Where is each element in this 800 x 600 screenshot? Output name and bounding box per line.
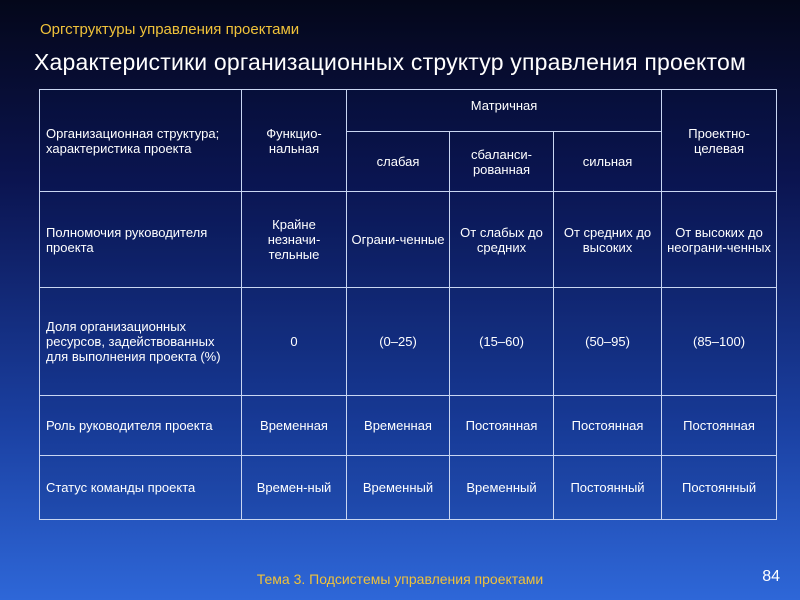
cell-balanced: Постоянная	[450, 396, 554, 456]
project-header: Проектно-целевая	[662, 90, 777, 192]
cell-balanced: От слабых до средних	[450, 192, 554, 288]
table-row	[40, 192, 777, 288]
cell-functional: Крайне незначи-тельные	[242, 192, 347, 288]
cell-project: Постоянный	[662, 456, 777, 520]
cell-project: (85–100)	[662, 288, 777, 396]
section-title: Оргструктуры управления проектами	[40, 21, 300, 38]
cell-balanced: Временный	[450, 456, 554, 520]
cell-balanced: (15–60)	[450, 288, 554, 396]
row-label: Статус команды проекта	[40, 456, 242, 520]
header-row	[40, 90, 777, 132]
cell-project: От высоких до неограни-ченных	[662, 192, 777, 288]
footer-text: Тема 3. Подсистемы управления проектами	[256, 571, 544, 587]
matrix-header: Матричная	[347, 90, 662, 132]
row-label: Полномочия руководителя проекта	[40, 192, 242, 288]
cell-strong: (50–95)	[554, 288, 662, 396]
cell-functional: 0	[242, 288, 347, 396]
row-label: Роль руководителя проекта	[40, 396, 242, 456]
cell-weak: Временный	[347, 456, 450, 520]
matrix-weak-header: слабая	[347, 132, 450, 192]
corner-header: Организационная структура; характеристика проекта	[40, 90, 242, 192]
page-number: 84	[762, 568, 780, 585]
cell-strong: Постоянная	[554, 396, 662, 456]
table-row	[40, 456, 777, 520]
matrix-balanced-header: сбаланси-рованная	[450, 132, 554, 192]
comparison-table	[39, 89, 777, 520]
functional-header: Функцио-нальная	[242, 90, 347, 192]
cell-strong: От средних до высоких	[554, 192, 662, 288]
cell-functional: Времен-ный	[242, 456, 347, 520]
cell-project: Постоянная	[662, 396, 777, 456]
cell-functional: Временная	[242, 396, 347, 456]
slide-title: Характеристики организационных структур управления проектом	[34, 49, 746, 75]
cell-weak: Временная	[347, 396, 450, 456]
cell-weak: Ограни-ченные	[347, 192, 450, 288]
cell-strong: Постоянный	[554, 456, 662, 520]
table-row	[40, 396, 777, 456]
matrix-strong-header: сильная	[554, 132, 662, 192]
cell-weak: (0–25)	[347, 288, 450, 396]
table-row	[40, 288, 777, 396]
row-label: Доля организационных ресурсов, задействованных для выполнения проекта (%)	[40, 288, 242, 396]
